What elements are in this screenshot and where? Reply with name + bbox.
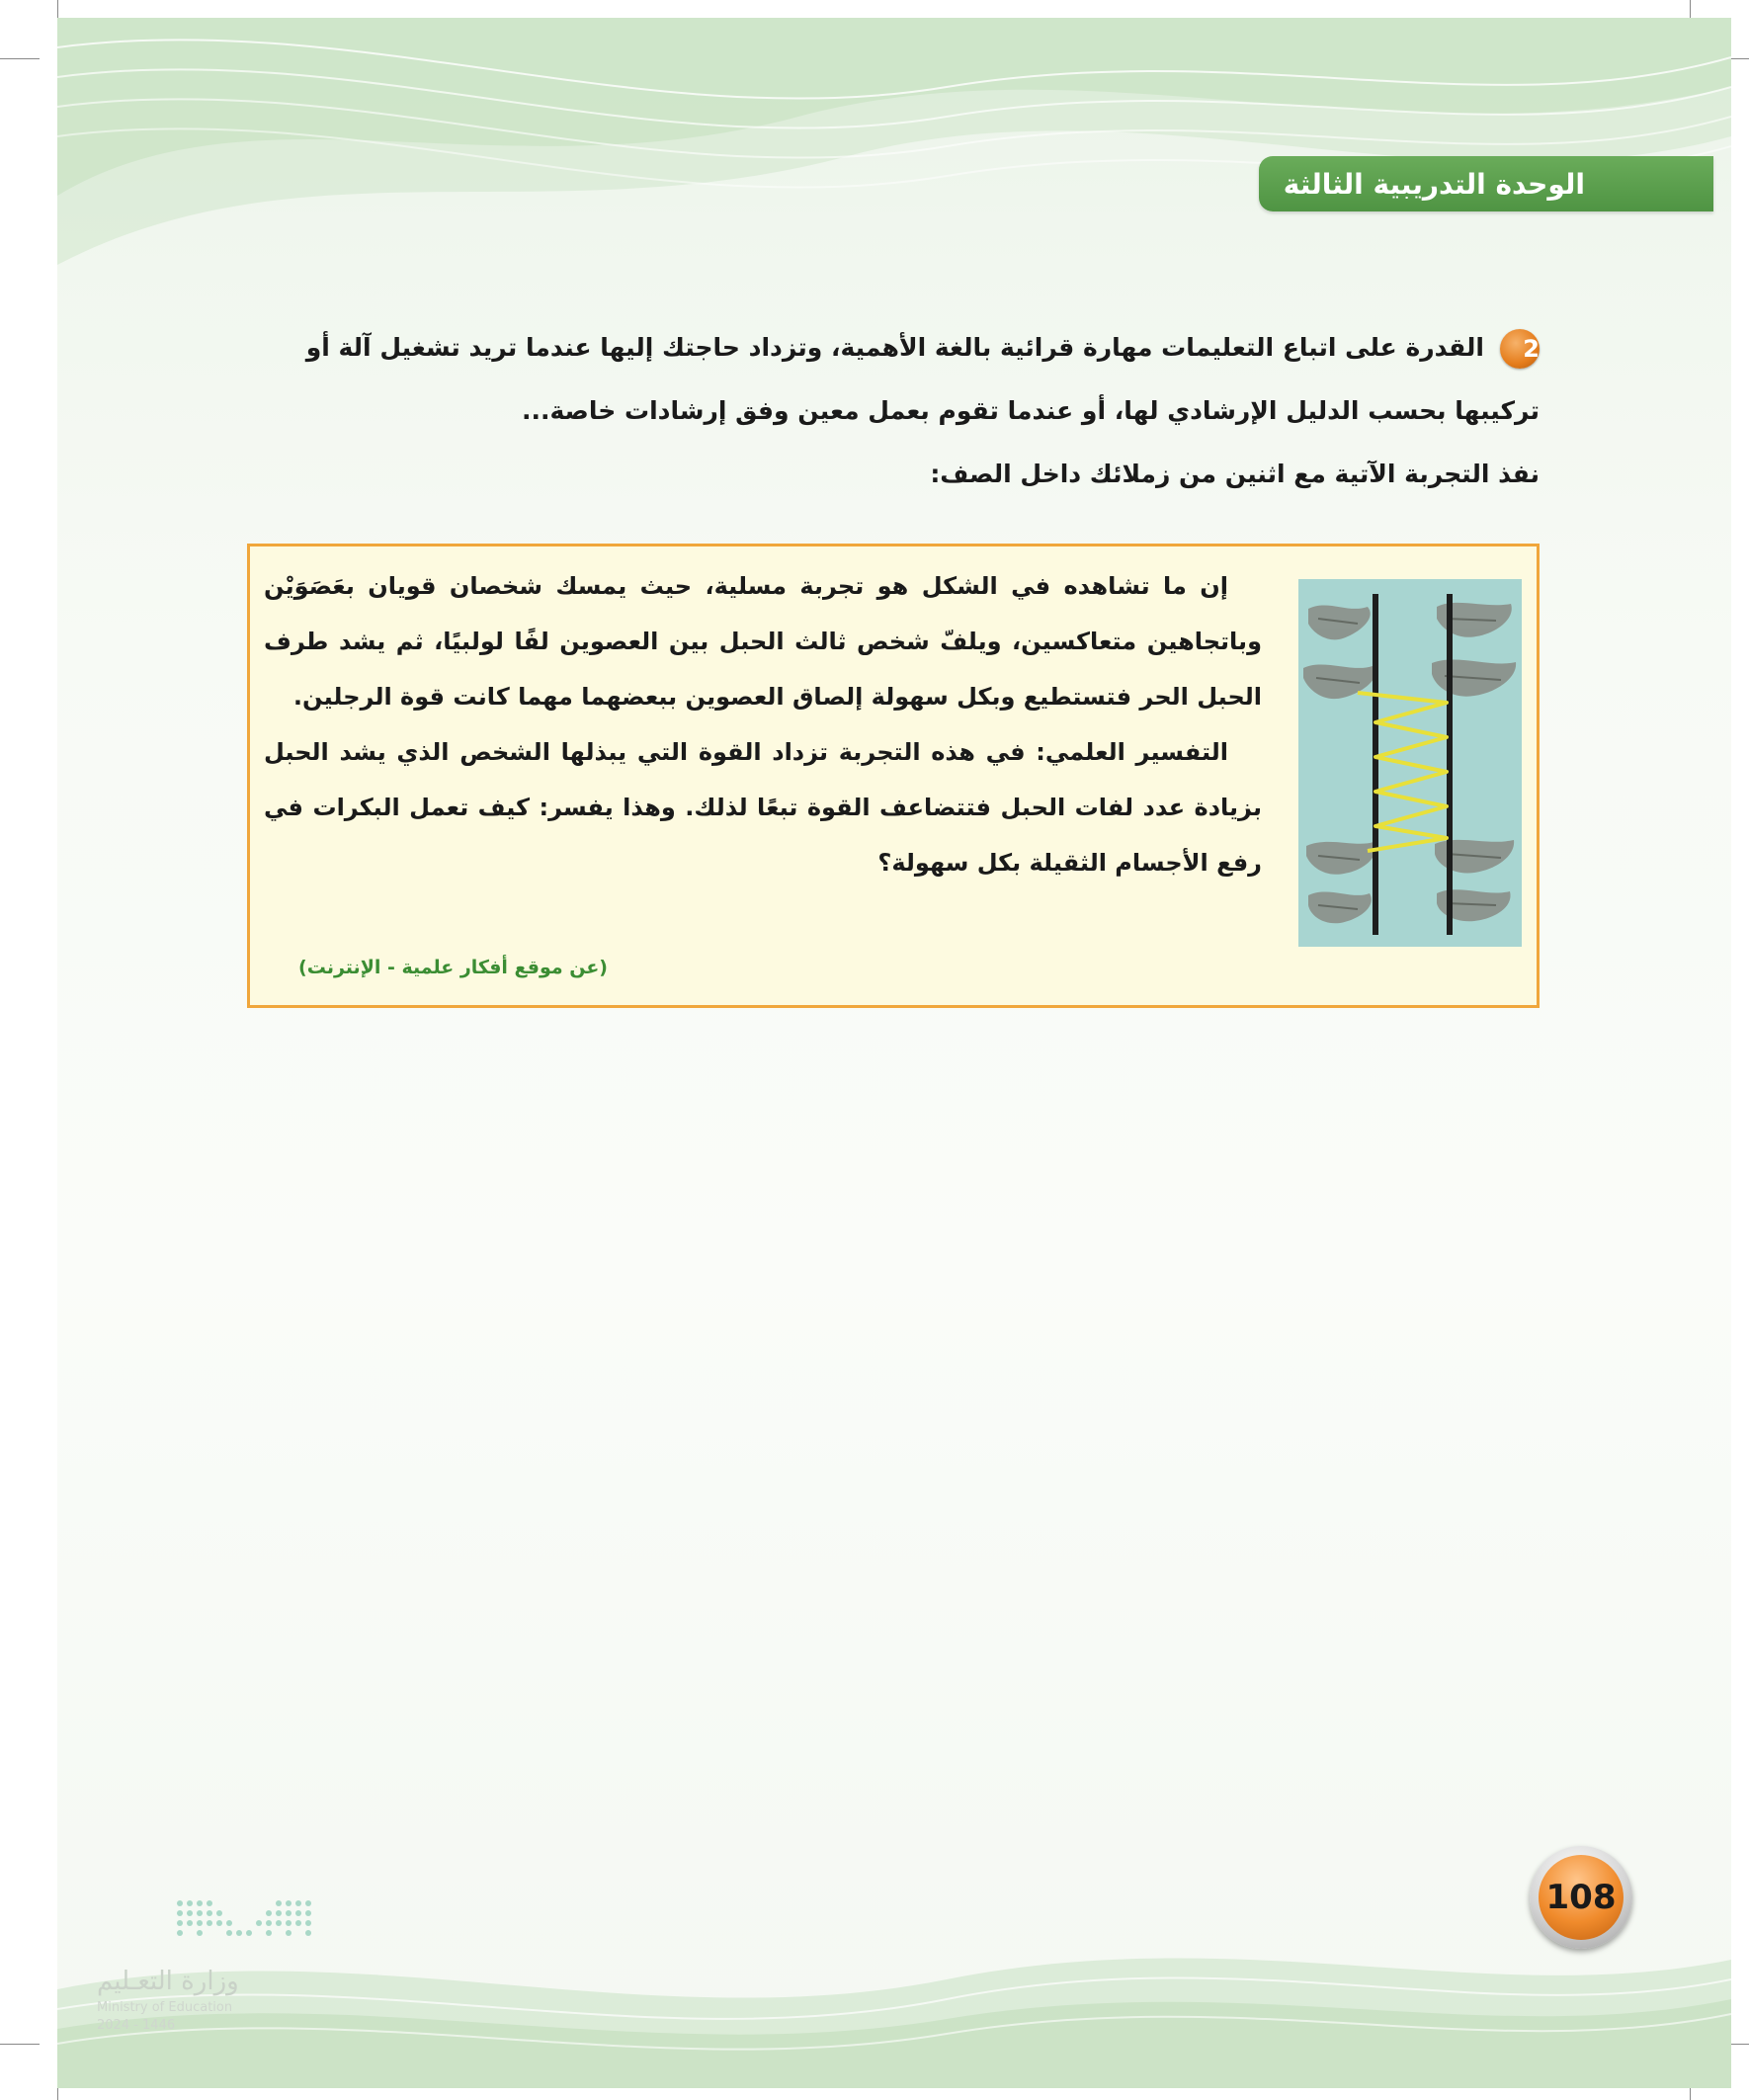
crop-mark [0,2044,40,2045]
ministry-name-ar: وزارة التعـليم [97,1967,239,1996]
unit-title: الوحدة التدريبية الثالثة [1283,167,1585,201]
unit-title-tab [1259,156,1713,211]
ministry-logo [97,1893,334,2042]
crop-mark [0,58,40,59]
intro-text-1: القدرة على اتباع التعليمات مهارة قرائية بالغة الأهمية، وتزداد حاجتك إليها عندما تريد تشغيل آلة أو [305,333,1484,362]
intro-line-1 [245,316,1540,379]
intro-section [245,316,1540,506]
experiment-text [264,558,1262,890]
experiment-paragraph-1: إن ما تشاهده في الشكل هو تجربة مسلية، حيث يمسك شخصان قويان بعَصَوَيْن وباتجاهين متعاكسين، ويلفّ شخص ثالث الحبل بين العصوين لفًا لولبيًا، ثم يشد طرف الحبل الحر فتستطيع وبكل سهولة إلصاق العصوين ببعضهما مهما كانت قوة الرجلين. [264,572,1262,711]
source-citation: (عن موقع أفكار علمية - الإنترنت) [298,957,608,978]
rope-and-sticks-illustration [1298,579,1522,947]
item-number-badge: 2 [1500,329,1540,369]
experiment-box [247,544,1540,1008]
scientific-explanation: التفسير العلمي: في هذه التجربة تزداد القوة التي يبذلها الشخص الذي يشد الحبل بزيادة عدد لفات الحبل فتتضاعف القوة تبعًا لذلك. وهذا يفسر: كيف تعمل البكرات في رفع الأجسام الثقيلة بكل سهولة؟ [264,738,1262,877]
ministry-name-en: Ministry of Education [97,2000,233,2015]
experiment-figure [1298,579,1522,947]
intro-line-3: نفذ التجربة الآتية مع اثنين من زملائك داخل الصف: [930,460,1540,488]
page-number-badge [1530,1846,1632,1949]
ministry-dots-icon [172,1893,320,1953]
page-number: 108 [1539,1855,1624,1940]
ministry-year: 2024 - 1446 [97,2018,176,2033]
intro-line-2: تركيبها بحسب الدليل الإرشادي لها، أو عندما تقوم بعمل معين وفق إرشادات خاصة... [522,396,1540,425]
